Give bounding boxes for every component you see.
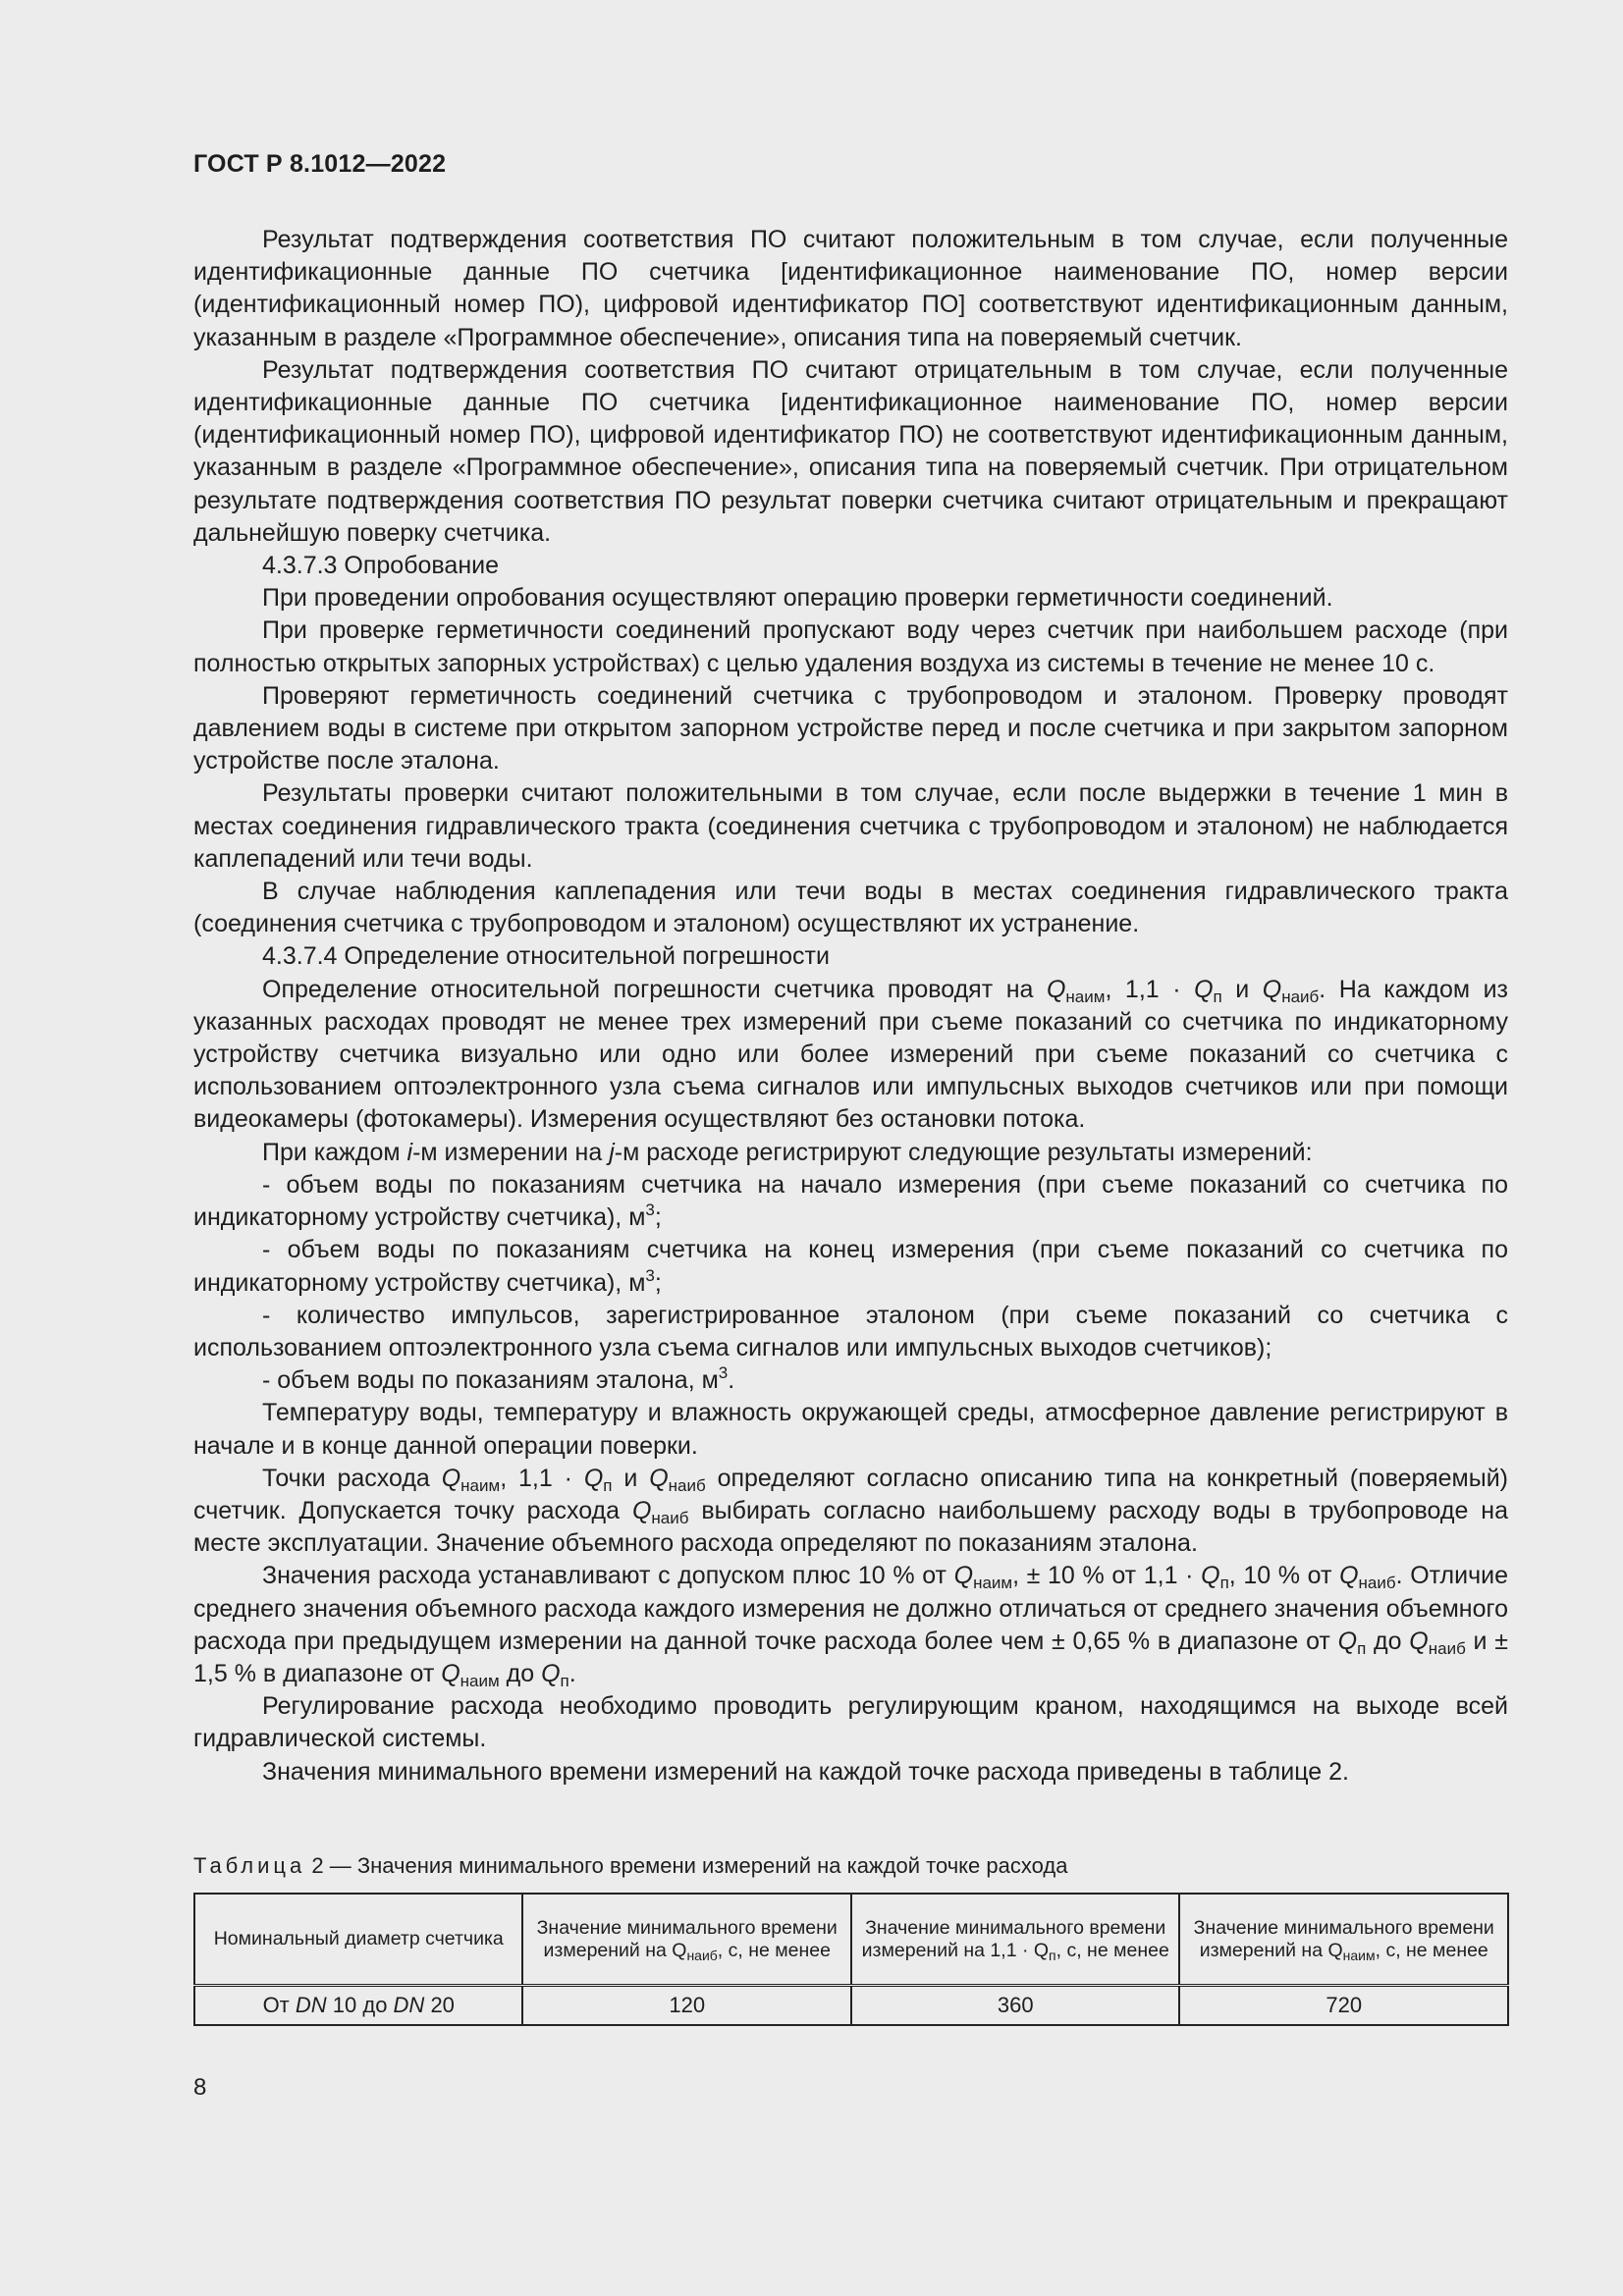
paragraph: Значения минимального времени измерений на каждой точке расхода приведены в таблице 2. (262, 1757, 1349, 1786)
list-item: - объем воды по показаниям счетчика на конец измерения (при съеме показаний со счетчика по индикаторному устройству счетчика), $м^3$; (193, 1236, 1508, 1297)
table-row (194, 1986, 1508, 2026)
section-heading-4-3-7-3: 4.3.7.3 Опробование (262, 552, 499, 580)
column-header-time-qnaib: Значение минимального времени измерений на $Q_{наиб}$, с, не менее (522, 1894, 851, 1986)
paragraph: Регулирование расхода необходимо проводить регулирующим краном, находящимся на выходе всей гидравлической системы. (193, 1692, 1508, 1753)
table-header-row (194, 1894, 1508, 1986)
column-header-diameter: Номинальный диаметр счетчика (194, 1894, 522, 1986)
list-item: - объем воды по показаниям эталона, $м^3$. (262, 1363, 735, 1395)
list-item: - объем воды по показаниям счетчика на начало измерения (при съеме показаний со счетчика по индикаторному устройству счетчика), $м^3$; (193, 1170, 1508, 1232)
paragraph: При проведении опробования осуществляют операцию проверки герметичности соединений. (262, 584, 1333, 613)
table-caption: Таблица 2 — Значения минимального времени измерений на каждой точке расхода (193, 1853, 1068, 1878)
paragraph: Результат подтверждения соответствия ПО считают отрицательным в том случае, если полученные идентификационные данные ПО счетчика [идентификационное наименование ПО, номер версии (идентификационный номер ПО), цифровой идентификатор ПО) не соответствуют идентификационным данным, указанным в разделе «Программное обеспечение», описания типа на поверяемый счетчик. При отрицательном результате подтверждения соответствия ПО результат поверки счетчика считают отрицательным и прекращают дальнейшую поверку счетчика. (193, 355, 1508, 547)
section-heading-4-3-7-4: 4.3.7.4 Определение относительной погрешности (262, 942, 830, 971)
cell-diameter: От DN 10 до DN 20 (194, 1986, 522, 2026)
measurement-time-table (193, 1893, 1509, 2026)
paragraph: Определение относительной погрешности счетчика проводят на $Q_{наим}$, $1,1 \cdot Q_п$ и $Q_{наиб}$. На каждом из указанных расходах проводят не менее трех измерений при съеме показаний со счетчика по индикаторному устройству счетчика визуально или одно или более измерений при съеме показаний со счетчика с использованием оптоэлектронного узла съема сигналов или импульсных выходов счетчиков или при помощи видеокамеры (фотокамеры). Измерения осуществляют без остановки потока. (193, 975, 1509, 1134)
cell-time-qnaim: 720 (1179, 1986, 1508, 2026)
page-number: 8 (193, 2074, 207, 2101)
paragraph: Значения расхода устанавливают с допуском плюс 10 % от $Q_{наим}$, ± 10 % от $1,1 \cdot Q_п$, 10 % от $Q_{наиб}$. Отличие среднего значения объемного расхода каждого измерения не должно отличаться от среднего значения объемного расхода при предыдущем измерении на данной точке расхода более чем ± 0,65 % в диапазоне от $Q_п$ до $Q_{наиб}$ и ± 1,5 % в диапазоне от $Q_{наим}$ до $Q_п$. (193, 1562, 1508, 1690)
paragraph: При проверке герметичности соединений пропускают воду через счетчик при наибольшем расходе (при полностью открытых запорных устройствах) с целью удаления воздуха из системы в течение не менее 10 с. (193, 616, 1508, 677)
document-header: ГОСТ Р 8.1012—2022 (193, 150, 447, 178)
body-text (193, 224, 1508, 1789)
paragraph: При каждом i-м измерении на j-м расходе регистрируют следующие результаты измерений: (262, 1138, 1313, 1166)
paragraph: Точки расхода $Q_{наим}$, $1,1 \cdot Q_п$ и $Q_{наиб}$ определяют согласно описанию типа на конкретный (поверяемый) счетчик. Допускается точку расхода $Q_{наиб}$ выбирать согласно наибольшему расходу воды в трубопроводе на месте эксплуатации. Значение объемного расхода определяют по показаниям эталона. (193, 1464, 1508, 1558)
list-item: - количество импульсов, зарегистрированное эталоном (при съеме показаний со счетчика с использованием оптоэлектронного узла съема сигналов или импульсных выходов счетчиков); (193, 1301, 1508, 1362)
cell-time-qnaib: 120 (522, 1986, 851, 2026)
paragraph: Результат подтверждения соответствия ПО считают положительным в том случае, если полученные идентификационные данные ПО счетчика [идентификационное наименование ПО, номер версии (идентификационный номер ПО), цифровой идентификатор ПО] соответствуют идентификационным данным, указанным в разделе «Программное обеспечение», описания типа на поверяемый счетчик. (193, 226, 1508, 351)
paragraph: Температуру воды, температуру и влажность окружающей среды, атмосферное давление регистрируют в начале и в конце данной операции поверки. (193, 1399, 1508, 1460)
column-header-time-qnaim: Значение минимального времени измерений на $Q_{наим}$, с, не менее (1179, 1894, 1508, 1986)
paragraph: Результаты проверки считают положительными в том случае, если после выдержки в течение 1 мин в местах соединения гидравлического тракта (соединения счетчика с трубопроводом и эталоном) не наблюдается каплепадений или течи воды. (193, 779, 1508, 873)
cell-time-qp: 360 (851, 1986, 1180, 2026)
column-header-time-qp: Значение минимального времени измерений на $1,1 \cdot Q_п$, с, не менее (851, 1894, 1180, 1986)
paragraph: Проверяют герметичность соединений счетчика с трубопроводом и эталоном. Проверку проводят давлением воды в системе при открытом запорном устройстве перед и после счетчика и при закрытом запорном устройстве после эталона. (193, 681, 1508, 775)
paragraph: В случае наблюдения каплепадения или течи воды в местах соединения гидравлического тракта (соединения счетчика с трубопроводом и эталоном) осуществляют их устранение. (193, 878, 1508, 938)
